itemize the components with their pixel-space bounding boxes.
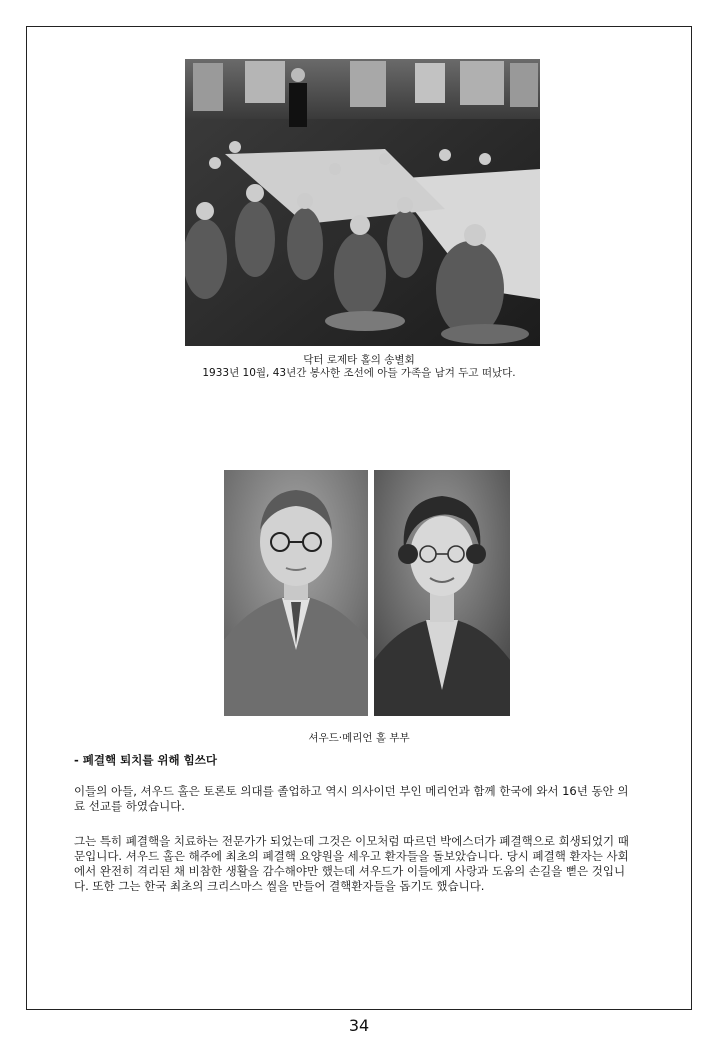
farewell-party-photo xyxy=(185,59,540,346)
section-heading: - 폐결핵 퇴치를 위해 힘쓰다 xyxy=(74,753,217,767)
marian-hall-image xyxy=(374,470,510,716)
paragraph-2: 그는 특히 폐결핵을 치료하는 전문가가 되었는데 그것은 이모처럼 따르던 박에스더가 폐결핵으로 희생되었기 때문입니다. 셔우드 홀은 해주에 최초의 폐결핵 요양원을 세우고 환자들을 돌보았습니다. 당시 폐결핵 환자는 사회에서 완전히 격리된 채 비참한 생활을 감수해야만 했는데 셔우드가 이들에게 사랑과 도움의 손길을 뻗은 것입니다. 또한 그는 한국 최초의 크리스마스 씰을 만들어 결핵환자들을 돕기도 했습니다. xyxy=(74,834,629,893)
farewell-party-image xyxy=(185,59,540,346)
farewell-photo-caption-title: 닥터 로제타 홀의 송별회 xyxy=(303,354,415,366)
hall-couple-caption: 셔우드·메리언 홀 부부 xyxy=(308,732,410,744)
paragraph-1: 이들의 아들, 셔우드 홀은 토론토 의대를 졸업하고 역시 의사이던 부인 메리언과 함께 한국에 와서 16년 동안 의료 선교를 하였습니다. xyxy=(74,784,629,813)
marian-hall-portrait xyxy=(374,470,510,716)
page-number: 34 xyxy=(348,1016,370,1035)
sherwood-hall-image xyxy=(224,470,368,716)
farewell-photo-caption-detail: 1933년 10월, 43년간 봉사한 조선에 아들 가족을 남겨 두고 떠났다. xyxy=(202,367,516,379)
sherwood-hall-portrait xyxy=(224,470,368,716)
